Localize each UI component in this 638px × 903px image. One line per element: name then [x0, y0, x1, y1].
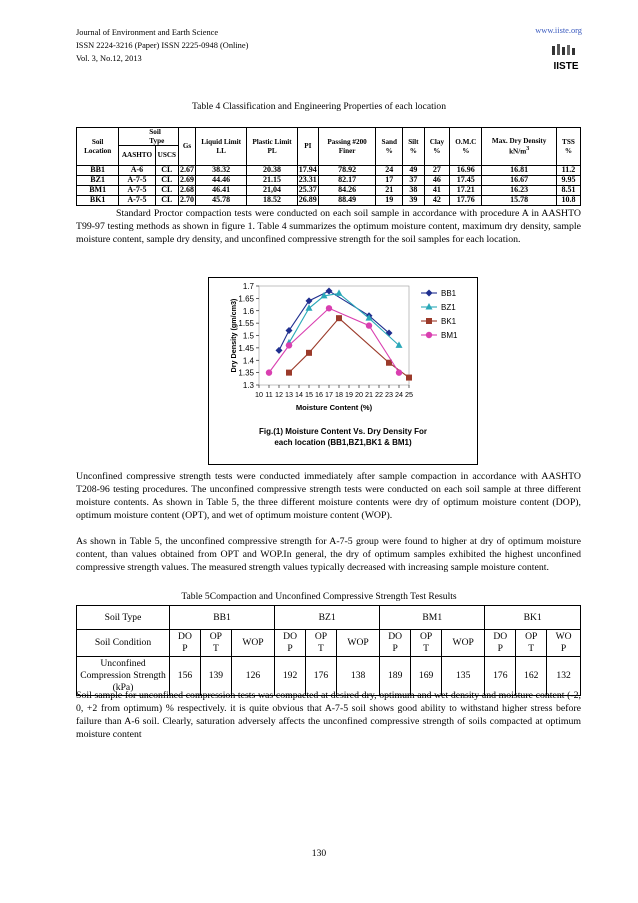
table-cell: CL: [155, 166, 178, 176]
t5-condition-line1: WO: [555, 631, 572, 642]
data-point-circle: [426, 332, 432, 338]
t5-condition-cell: [200, 630, 231, 657]
th-max-dry-density: [482, 128, 556, 166]
table-cell: 20.38: [247, 166, 297, 176]
table-cell: 38.32: [196, 166, 247, 176]
table-cell: 10.8: [556, 196, 580, 206]
table-cell: 82.17: [318, 176, 376, 186]
table4: [76, 127, 581, 206]
journal-name: Journal of Environment and Earth Science: [76, 28, 219, 37]
table-cell: 15.78: [482, 196, 556, 206]
t5-condition-line2: P: [497, 643, 503, 654]
x-tick-label: 15: [305, 390, 313, 399]
t5-soil-header: BM1: [380, 606, 485, 630]
data-point-circle: [326, 305, 332, 311]
paragraph-table5-intro: As shown in Table 5, the unconfined compressive strength for A-7-5 group were found to higher at dry of optimum moisture content, than values obtained from OPT and WOP.In general, the dry of optimum samples exhibited the highest unconfined compressive strength values. The measured strength values typically decreased with increasing sample moisture content.: [76, 536, 581, 573]
t5-condition-line1: WOP: [347, 637, 369, 648]
t5-condition-line1: OP: [419, 631, 433, 642]
table-cell: A-6: [119, 166, 155, 176]
t5-value-cell: 162: [516, 657, 547, 696]
t5-condition-line1: OP: [209, 631, 223, 642]
table-cell: 17: [376, 176, 403, 186]
t5-soil-header: BB1: [170, 606, 275, 630]
table-cell: 18.52: [247, 196, 297, 206]
table-cell: BB1: [77, 166, 119, 176]
x-tick-label: 16: [315, 390, 323, 399]
t5-value-cell: 192: [275, 657, 306, 696]
t5-condition-line1: WOP: [242, 637, 264, 648]
moisture-density-chart: [208, 277, 478, 465]
y-tick-label: 1.7: [242, 282, 254, 291]
t5-condition-line1: DO: [388, 631, 403, 642]
legend-label: BZ1: [441, 303, 456, 312]
table-cell: BZ1: [77, 176, 119, 186]
series-line-bk1: [289, 318, 409, 377]
data-point-diamond: [306, 297, 313, 304]
table-row: [77, 176, 581, 186]
chart-title: [259, 427, 427, 447]
th-omc: O.M.C %: [450, 128, 482, 166]
t5-soil-type-label: Soil Type: [77, 606, 170, 630]
t5-value-cell: 176: [306, 657, 337, 696]
th-silt: Silt %: [403, 128, 425, 166]
table-cell: 25.37: [298, 185, 317, 195]
t5-condition-line1: DO: [493, 631, 508, 642]
table5: [76, 605, 581, 696]
table-cell: 84.26: [318, 186, 376, 196]
table-cell: 2.68: [180, 185, 195, 195]
t5-condition-line1: OP: [525, 631, 538, 642]
t5-condition-cell: [231, 630, 274, 657]
t5-condition-line2: T: [212, 643, 219, 654]
table-cell: 24: [376, 166, 403, 176]
t5-value-cell: 135: [442, 657, 485, 696]
t5-condition-cell: [275, 630, 306, 657]
table-cell: 39: [403, 196, 425, 206]
table-cell: A-7-5: [119, 176, 155, 186]
x-tick-label: 19: [345, 390, 353, 399]
table-row: [77, 166, 581, 176]
journal-url-link[interactable]: www.iiste.org: [535, 26, 582, 35]
x-tick-label: 13: [285, 390, 293, 399]
x-tick-label: 14: [295, 390, 303, 399]
x-tick-label: 22: [375, 390, 383, 399]
table-cell: BK1: [77, 196, 119, 206]
x-axis-label: Moisture Content (%): [295, 403, 373, 412]
y-tick-label: 1.65: [238, 294, 254, 304]
table-cell: BM1: [77, 186, 119, 196]
table-row: [77, 196, 581, 206]
th-uscs: USCS: [155, 146, 178, 166]
paragraph-conclusion: Soil sample for unconfined compression tests was compacted at desired dry, optimum and wet density and moisture content (-2, 0, +2 from optimum) % respectively. it is quite obvious that A-7-5 soil shows good ability to withstand higher stress before failure than A-6 soil. Clearly, saturation adversely affects the unconfined compressive strength of soils compacted at optimum moisture content: [76, 690, 581, 740]
series-line-bz1: [289, 293, 399, 345]
page-number: 130: [311, 848, 327, 859]
th-ll: Liquid Limit LL: [196, 128, 247, 166]
x-tick-label: 11: [265, 390, 273, 399]
table-cell: 9.95: [556, 176, 580, 186]
t5-condition-line2: P: [392, 643, 398, 654]
chart-svg: [209, 278, 477, 464]
t5-condition-cell: [336, 630, 379, 657]
t5-condition-line2: T: [528, 643, 535, 654]
table-cell: 2.67: [180, 165, 195, 175]
table-cell: 37: [403, 176, 425, 186]
y-tick-label: 1.55: [238, 319, 254, 329]
x-tick-label: 10: [255, 390, 263, 399]
table-cell: 19: [376, 196, 403, 206]
table4-caption: Table 4 Classification and Engineering Properties of each location: [191, 101, 446, 112]
data-point-diamond: [326, 287, 333, 294]
th-max-dry-sup: 3: [526, 146, 530, 153]
table-cell: 8.51: [556, 186, 580, 196]
t5-condition-line1: OP: [314, 631, 328, 642]
data-point-triangle: [336, 289, 343, 296]
table-cell: 17.76: [450, 196, 482, 206]
table5-caption: Table 5Compaction and Unconfined Compressive Strength Test Results: [181, 591, 457, 602]
table-cell: 27: [424, 166, 450, 176]
table-cell: 42: [424, 196, 450, 206]
paragraph-unconfined: Unconfined compressive strength tests were conducted immediately after sample compaction in accordance with AASHTO T208-96 testing procedures. The unconfined compressive strength tests were conducted on each soil sample at three different moisture contents. As shown in Table 5, the three different moisture contents were dry of optimum moisture content (DOP), optimum moisture content (OPT), and wet of optimum moisture content (WOP).: [76, 471, 581, 521]
t5-value-cell: 126: [231, 657, 274, 696]
table-cell: 11.2: [556, 166, 580, 176]
t5-condition-line1: DO: [283, 631, 297, 642]
table-cell: 16.67: [482, 176, 556, 186]
th-soil-type: Soil Type: [119, 128, 179, 146]
data-point-circle: [266, 369, 272, 375]
t5-condition-cell: [306, 630, 337, 657]
th-aashto: AASHTO: [119, 146, 155, 166]
t5-condition-line2: P: [287, 643, 293, 654]
data-point-circle: [366, 322, 372, 328]
t5-value-cell: 139: [200, 657, 231, 696]
t5-soil-header: BK1: [485, 606, 581, 630]
chart-title-line2: each location (BB1,BZ1,BK1 & BM1): [274, 438, 412, 447]
table-cell: 17.21: [450, 186, 482, 196]
legend-label: BM1: [441, 331, 458, 340]
table-cell: 88.49: [318, 196, 376, 206]
table-cell: 17.45: [450, 176, 482, 186]
table-cell: 46: [424, 176, 450, 186]
table-cell: 78.92: [318, 166, 376, 176]
y-tick-label: 1.35: [238, 368, 254, 378]
th-tss: TSS %: [556, 128, 580, 166]
t5-condition-cell: [516, 630, 547, 657]
t5-condition-line1: WOP: [452, 637, 474, 648]
y-tick-label: 1.45: [238, 343, 254, 353]
data-point-triangle: [426, 303, 433, 310]
t5-value-cell: 156: [170, 657, 201, 696]
t5-value-cell: 169: [411, 657, 442, 696]
x-tick-label: 24: [395, 390, 403, 399]
t5-condition-cell: [411, 630, 442, 657]
table-cell: CL: [155, 176, 178, 186]
y-tick-label: 1.6: [242, 306, 254, 316]
data-point-diamond: [426, 290, 433, 297]
x-tick-label: 23: [385, 390, 393, 399]
t5-condition-cell: [547, 630, 581, 657]
table-cell: 44.46: [196, 176, 247, 186]
data-point-square: [426, 318, 432, 324]
t5-strength-label: Unconfined Compression Strength (kPa): [77, 657, 170, 696]
t5-condition-cell: [485, 630, 516, 657]
y-tick-label: 1.4: [242, 356, 254, 366]
t5-value-cell: 176: [485, 657, 516, 696]
logo-text: IISTE: [553, 61, 579, 72]
paragraph-proctor: Standard Proctor compaction tests were conducted on each soil sample in accordance with procedure A in AASHTO T99-97 testing methods as shown in figure 1. Table 4 summarizes the optimum moisture content, maximum dry density, sample moisture content, sample dry density, and unconfined compressive strength for the soil samples for each location.: [76, 208, 581, 245]
t5-value-cell: 189: [380, 657, 411, 696]
x-tick-label: 20: [355, 390, 363, 399]
data-point-square: [336, 315, 342, 321]
table-cell: CL: [155, 186, 178, 196]
x-tick-label: 18: [335, 390, 343, 399]
table-cell: 49: [403, 166, 425, 176]
th-max-dry-text: Max. Dry Density kN/m: [491, 136, 547, 156]
x-tick-label: 12: [275, 390, 283, 399]
th-gs: Gs: [179, 128, 196, 166]
table-cell: A-7-5: [119, 186, 155, 196]
th-soil-location: Soil Location: [77, 128, 119, 166]
data-point-triangle: [396, 341, 403, 348]
t5-condition-line2: T: [423, 643, 430, 654]
table-cell: 26.89: [298, 195, 317, 205]
iiste-logo-icon: [550, 44, 582, 72]
table-cell: 46.41: [196, 186, 247, 196]
data-point-diamond: [286, 327, 293, 334]
table-cell: 21: [376, 186, 403, 196]
table-row: [77, 186, 581, 196]
t5-value-cell: 138: [336, 657, 379, 696]
table-cell: 21,04: [247, 186, 297, 196]
y-tick-label: 1.3: [242, 381, 254, 390]
table-cell: 38: [403, 186, 425, 196]
data-point-square: [406, 375, 412, 381]
t5-condition-line2: P: [560, 643, 567, 654]
table-cell: 2.70: [180, 195, 195, 205]
plot-area: [259, 286, 409, 385]
t5-condition-cell: [170, 630, 201, 657]
t5-condition-line2: P: [182, 643, 188, 654]
t5-condition-label: Soil Condition: [77, 630, 170, 657]
table-cell: 45.78: [196, 196, 247, 206]
data-point-square: [306, 350, 312, 356]
table-cell: CL: [155, 196, 178, 206]
table-cell: 16.96: [450, 166, 482, 176]
table-cell: 16.23: [482, 186, 556, 196]
data-point-diamond: [276, 347, 283, 354]
data-point-circle: [396, 369, 402, 375]
legend-label: BB1: [441, 289, 457, 298]
table-cell: 21.15: [247, 176, 297, 186]
table-cell: 16.81: [482, 166, 556, 176]
table-cell: A-7-5: [119, 196, 155, 206]
t5-condition-cell: [380, 630, 411, 657]
table-cell: 41: [424, 186, 450, 196]
table-cell: 2.69: [180, 175, 195, 185]
volume-line: Vol. 3, No.12, 2013: [76, 54, 142, 63]
t5-soil-header: BZ1: [275, 606, 380, 630]
table-cell: 17.94: [298, 165, 317, 175]
t5-condition-line1: DO: [178, 631, 192, 642]
x-tick-label: 17: [325, 390, 333, 399]
t5-condition-cell: [442, 630, 485, 657]
x-tick-label: 21: [365, 390, 373, 399]
th-sand: Sand %: [376, 128, 403, 166]
th-passing: Passing #200 Finer: [318, 128, 376, 166]
x-tick-label: 25: [405, 390, 413, 399]
th-pi: PI: [297, 128, 318, 166]
table-cell: 23.31: [298, 175, 317, 185]
y-axis-label: Dry Density (gm/cm3): [229, 298, 238, 373]
table4-body: [77, 166, 581, 206]
t5-value-cell: 132: [547, 657, 581, 696]
data-point-square: [286, 370, 292, 376]
journal-header: [76, 26, 248, 65]
legend-label: BK1: [441, 317, 457, 326]
chart-title-line1: Fig.(1) Moisture Content Vs. Dry Density For: [258, 427, 428, 436]
y-tick-label: 1.5: [242, 331, 254, 341]
th-clay: Clay %: [424, 128, 450, 166]
t5-condition-line2: T: [318, 643, 324, 654]
th-pl: Plastic Limit PL: [247, 128, 297, 166]
data-point-circle: [286, 342, 292, 348]
issn-line: ISSN 2224-3216 (Paper) ISSN 2225-0948 (Online): [76, 41, 249, 50]
